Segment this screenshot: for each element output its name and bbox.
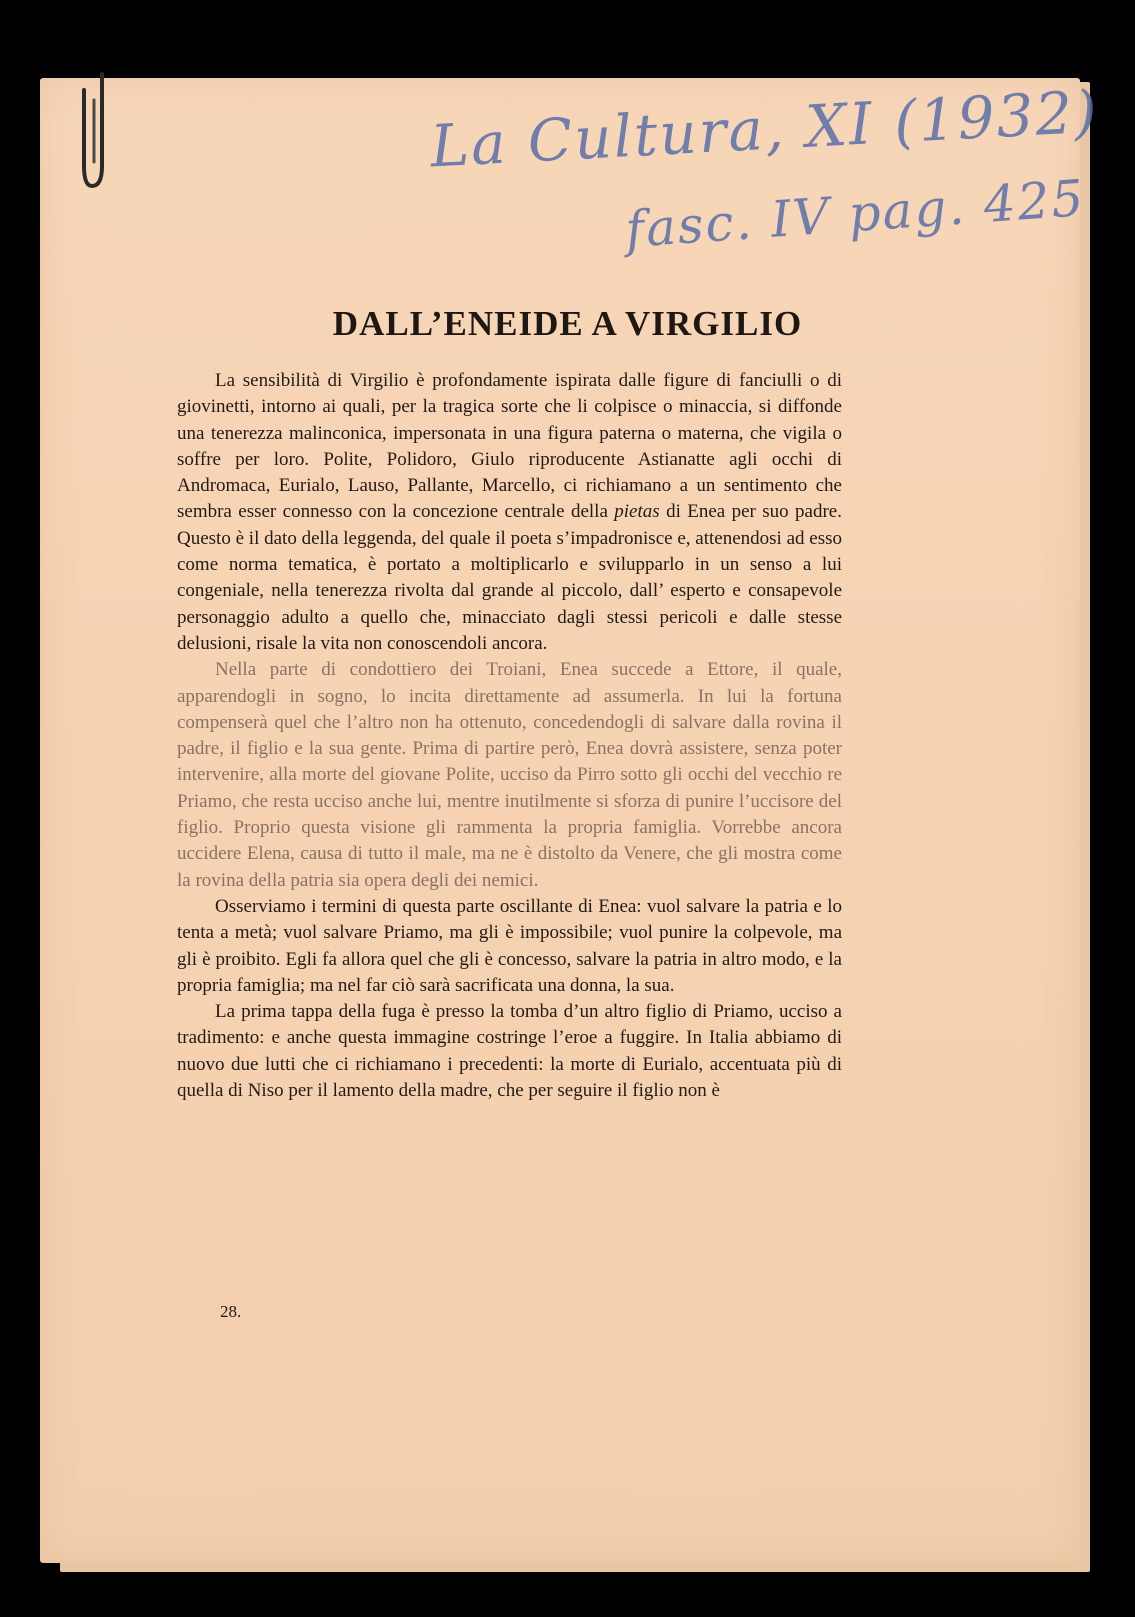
paper-clip-icon xyxy=(80,70,114,194)
handwritten-annotation xyxy=(428,77,1101,295)
paragraph-3: Osserviamo i termini di questa parte oscillante di Enea: vuol salvare la patria e lo tenta a metà; vuol salvare Priamo, ma gli è impossibile; vuol punire la colpevole, ma gli è proibito. Egli fa allora quel che gli è concesso, salvare la patria in altro modo, e la propria famiglia; ma nel far ciò sarà sacrificata una donna, la sua. xyxy=(177,895,842,996)
emphasis-pietas: pietas xyxy=(614,501,660,523)
handwritten-source: La Cultura, XI (1932) xyxy=(428,77,1101,181)
article-title: DALL’ENEIDE A VIRGILIO xyxy=(332,304,803,343)
paragraph-1: La sensibilità di Virgilio è profondamente ispirata dalle figure di fanciulli o di giovinetti, intorno ai quali, per la tragica sorte che li colpisce o minaccia, si diffonde una tenerezza malinconica, impersonata in una figura paterna o materna, che vigila o soffre per loro. Polite, Polidoro, Giulo riproducente Astianatte agli occhi di Andromaca, Eurialo, Lauso, Pallante, Marcello, ci richiamano a un sentimento che sembra esser connesso con la concezione centrale della pietas di Enea per suo padre. Questo è il dato della leggenda, del quale il poeta s’impadronisce e, attenendosi ad esso come norma tematica, è portato a moltiplicarlo e svilupparlo in un senso a lui congeniale, nella tenerezza rivolta dal grande al piccolo, dall’ esperto e consapevole personaggio adulto a quello che, minacciato dagli stessi pericoli e dalle stesse delusioni, risale la vita non conoscendoli ancora. xyxy=(177,370,842,654)
paragraph-2: Nella parte di condottiero dei Troiani, Enea succede a Ettore, il quale, apparendogli in sogno, lo incita direttamente ad assumerla. In lui la fortuna compenserà quel che l’altro non ha ottenuto, concedendogli di salvare dalla rovina il padre, il figlio e la sua gente. Prima di partire però, Enea dovrà assistere, senza poter intervenire, alla morte del giovane Polite, ucciso da Pirro sotto gli occhi del vecchio re Priamo, che resta ucciso anche lui, mentre inutilmente si sforza di punire l’uccisore del figlio. Proprio questa visione gli rammenta la propria famiglia. Vorrebbe ancora uccidere Elena, causa di tutto il male, ma ne è distolto da Venere, che gli mostra come la rovina della patria sia opera degli dei nemici. xyxy=(177,659,842,891)
article-body xyxy=(177,368,842,1104)
handwritten-issue: fasc. IV pag. 425 xyxy=(623,169,1088,259)
paragraph-4: La prima tappa della fuga è presso la tomba d’un altro figlio di Priamo, ucciso a tradimento: e anche questa immagine costringe l’eroe a fuggire. In Italia abbiamo di nuovo due lutti che ci richiamano i precedenti: la morte di Eurialo, accentuata più di quella di Niso per il lamento della madre, che per seguire il figlio non è xyxy=(177,1001,842,1102)
page-number: 28. xyxy=(220,1302,242,1321)
